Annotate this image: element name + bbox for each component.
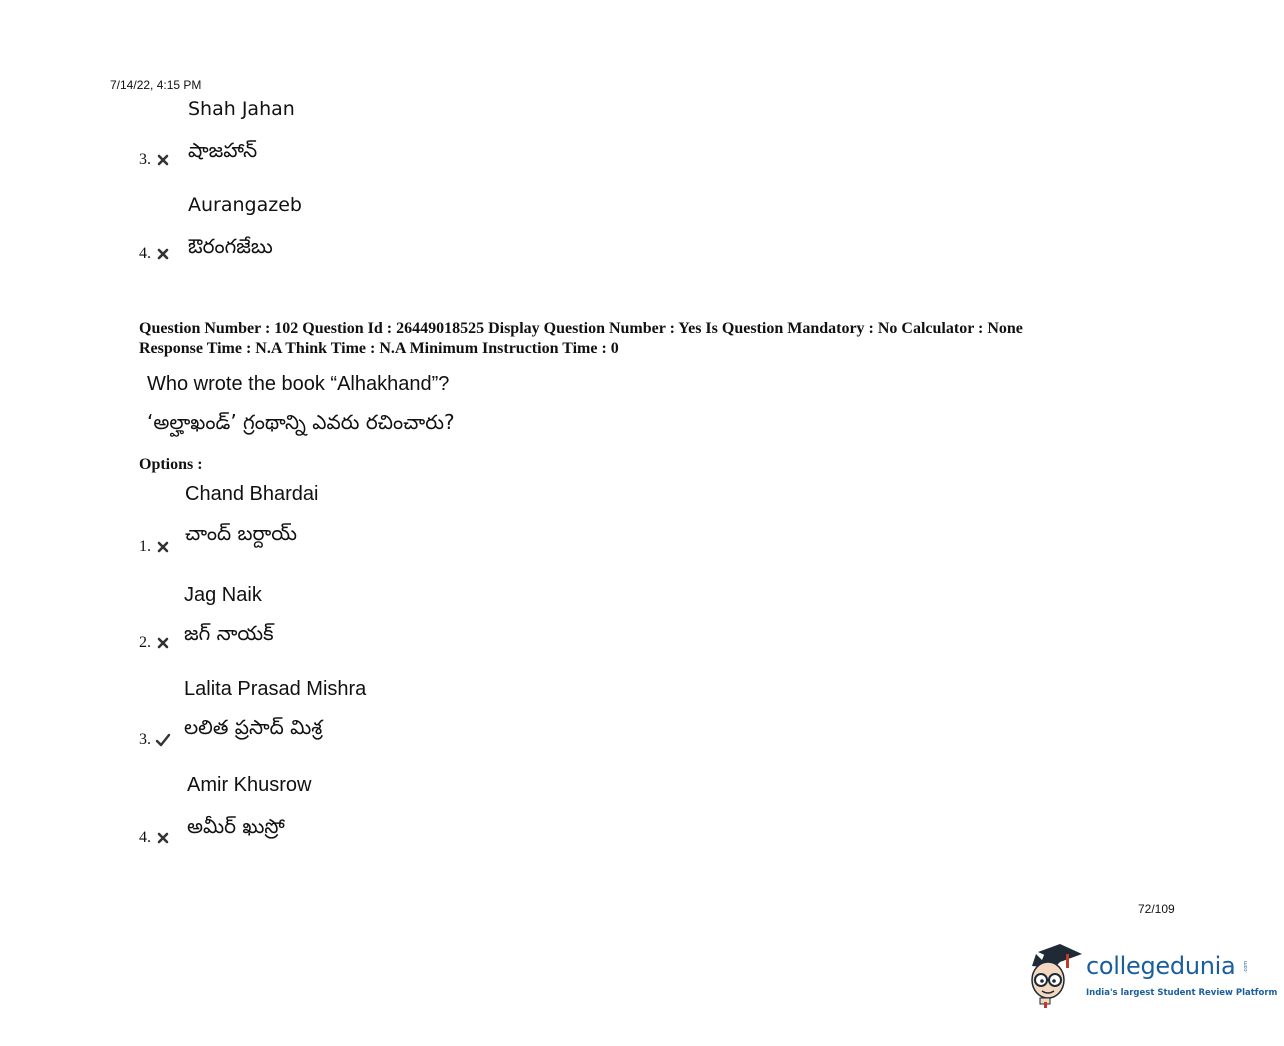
cross-icon (155, 152, 171, 168)
option-english-text: Chand Bhardai (185, 483, 319, 505)
option-telugu-text: ఔరంగజేబు (188, 234, 273, 258)
option-english-text: Shah Jahan (188, 98, 295, 120)
cross-icon (155, 246, 171, 262)
logo-tagline: India's largest Student Review Platform (1086, 988, 1278, 998)
option-telugu-text: జగ్ నాయక్ (184, 621, 274, 645)
collegedunia-logo (1024, 938, 1278, 1010)
logo-dotcom: .com (1243, 960, 1250, 974)
option-english-text: Lalita Prasad Mishra (184, 678, 367, 700)
cross-icon (155, 539, 171, 555)
page-number: 72/109 (1138, 902, 1175, 916)
option-number: 4. (139, 829, 151, 846)
logo-wordmark: collegedunia (1086, 952, 1236, 980)
option-telugu-text: అమీర్ ఖుస్రో (187, 814, 285, 838)
option-number: 4. (139, 245, 151, 262)
option-number: 2. (139, 634, 151, 651)
option-english-text: Aurangazeb (188, 194, 302, 216)
options-heading: Options : (139, 456, 203, 473)
option-telugu-text: లలిత ప్రసాద్ మిశ్ర (184, 715, 323, 739)
question-text-english: Who wrote the book “Alhakhand”? (147, 373, 450, 395)
option-number: 1. (139, 538, 151, 555)
option-number: 3. (139, 731, 151, 748)
question-text-telugu: ‘అల్హాఖండ్’ గ్రంథాన్ని ఎవరు రచించారు? (147, 410, 455, 434)
cross-icon (155, 830, 171, 846)
option-number: 3. (139, 151, 151, 168)
mascot-icon (1024, 938, 1088, 1010)
question-meta-line: Response Time : N.A Think Time : N.A Minimum Instruction Time : 0 (139, 340, 619, 357)
option-marker (139, 829, 171, 847)
print-timestamp: 7/14/22, 4:15 PM (110, 78, 202, 92)
option-english-text: Jag Naik (184, 584, 262, 606)
option-telugu-text: షాజహాన్ (188, 138, 258, 162)
option-marker (139, 245, 171, 263)
option-telugu-text: చాంద్ బర్దాయ్ (185, 521, 297, 545)
option-marker (139, 634, 171, 652)
check-icon (155, 732, 171, 748)
option-marker (139, 151, 171, 169)
question-meta-line: Question Number : 102 Question Id : 26449018525 Display Question Number : Yes Is Question Mandatory : No Calculator : None (139, 320, 1023, 337)
option-marker (139, 538, 171, 556)
option-english-text: Amir Khusrow (187, 774, 312, 796)
option-marker (139, 731, 171, 749)
cross-icon (155, 635, 171, 651)
